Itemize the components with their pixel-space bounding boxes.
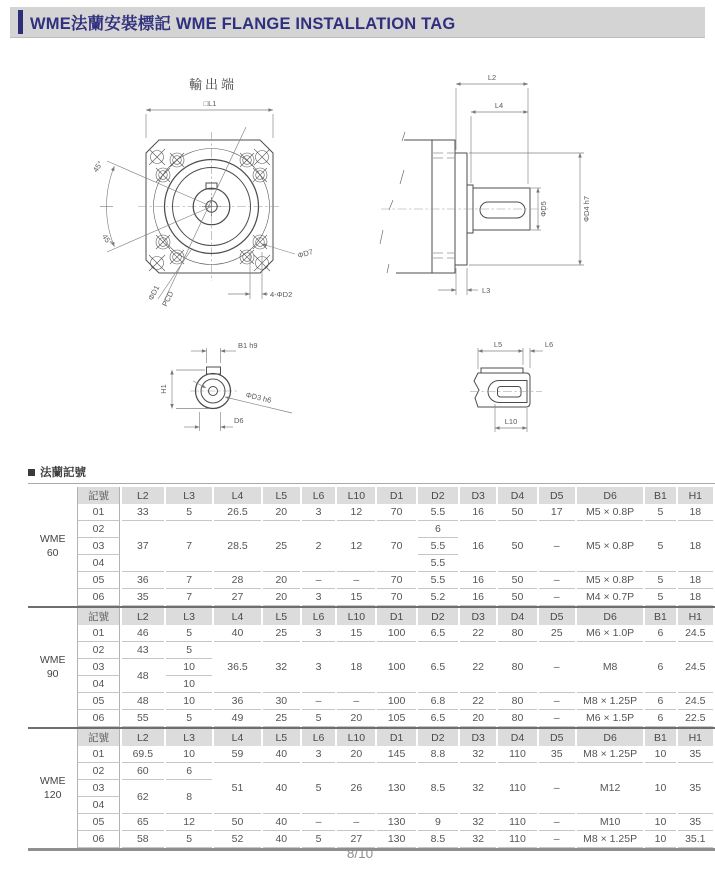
square-bullet-icon: [28, 469, 35, 476]
spec-cell: 25: [539, 625, 575, 642]
spec-cell: M6 × 1.5P: [577, 710, 644, 727]
spec-cell: 40: [214, 625, 260, 642]
column-header: L3: [166, 487, 212, 504]
group-label: WME 60: [30, 487, 75, 606]
spec-cell: 35: [678, 746, 713, 763]
spec-cell: 48: [122, 659, 164, 693]
spec-table-wme120: [28, 727, 715, 851]
header-accent-bar: [18, 10, 23, 34]
spec-cell: 3: [302, 504, 335, 521]
spec-cell: M8 × 1.25P: [577, 693, 644, 710]
spec-cell: 02: [77, 763, 119, 780]
spec-cell: 8.5: [418, 831, 458, 848]
spec-cell: 100: [377, 693, 415, 710]
page-number: 8/10: [346, 846, 374, 861]
spec-cell: 36: [214, 693, 260, 710]
spec-cell: 20: [263, 589, 300, 606]
spec-cell: M5 × 0.8P: [577, 521, 644, 572]
spec-cell: 50: [498, 572, 536, 589]
spec-cell: –: [337, 814, 375, 831]
spec-cell: 50: [498, 521, 536, 572]
spec-cell: 26: [337, 763, 375, 814]
column-header: D4: [498, 729, 536, 746]
spec-cell: 04: [77, 797, 119, 814]
dim-label-h1: H1: [159, 384, 168, 394]
spec-cell: 30: [263, 693, 300, 710]
spec-cell: 27: [337, 831, 375, 848]
spec-cell: 28: [214, 572, 260, 589]
spec-cell: 6: [645, 642, 675, 693]
spec-cell: 130: [377, 831, 415, 848]
column-header: L10: [337, 729, 375, 746]
table-row: [30, 746, 713, 763]
spec-cell: 27: [214, 589, 260, 606]
spec-cell: 40: [263, 814, 300, 831]
spec-cell: 70: [377, 572, 415, 589]
column-header: D5: [539, 487, 575, 504]
spec-cell: –: [539, 572, 575, 589]
spec-cell: 6: [418, 521, 458, 538]
column-header: L4: [214, 729, 260, 746]
flange-table-region: [28, 464, 715, 851]
table-row: [30, 589, 713, 606]
column-header: D4: [498, 608, 536, 625]
column-header: D3: [460, 608, 496, 625]
column-header: L6: [302, 608, 335, 625]
spec-cell: 25: [263, 521, 300, 572]
spec-cell: 6: [645, 710, 675, 727]
spec-cell: 5: [645, 572, 675, 589]
dim-label-d4: ΦD4 h7: [582, 196, 591, 222]
table-row: [30, 814, 713, 831]
spec-cell: 8.8: [418, 746, 458, 763]
spec-cell: 16: [460, 572, 496, 589]
spec-cell: 18: [678, 504, 713, 521]
column-header: H1: [678, 608, 713, 625]
spec-cell: 80: [498, 693, 536, 710]
spec-cell: 24.5: [678, 642, 713, 693]
spec-cell: 50: [498, 504, 536, 521]
spec-cell: 48: [122, 693, 164, 710]
spec-cell: M5 × 0.8P: [577, 504, 644, 521]
table-row: [30, 710, 713, 727]
spec-cell: 04: [77, 676, 119, 693]
spec-cell: 10: [645, 814, 675, 831]
spec-cell: –: [302, 572, 335, 589]
spec-cell: 52: [214, 831, 260, 848]
spec-cell: 06: [77, 589, 119, 606]
spec-cell: 18: [678, 589, 713, 606]
column-header: D2: [418, 487, 458, 504]
column-header: D6: [577, 608, 644, 625]
spec-cell: 5: [302, 831, 335, 848]
dim-label-pcd: PCD: [160, 289, 176, 308]
spec-cell: 59: [214, 746, 260, 763]
spec-cell: 55: [122, 710, 164, 727]
spec-cell: 5.5: [418, 572, 458, 589]
column-header: B1: [645, 608, 675, 625]
spec-cell: M6 × 1.0P: [577, 625, 644, 642]
spec-cell: 40: [263, 763, 300, 814]
spec-cell: 5: [166, 625, 212, 642]
spec-cell: 12: [337, 521, 375, 572]
spec-cell: 35: [122, 589, 164, 606]
table-row: [30, 521, 713, 538]
spec-cell: 2: [302, 521, 335, 572]
spec-cell: 40: [263, 831, 300, 848]
column-header: L2: [122, 487, 164, 504]
spec-cell: –: [539, 589, 575, 606]
column-header: 記號: [77, 608, 119, 625]
spec-cell: M4 × 0.7P: [577, 589, 644, 606]
column-header: D2: [418, 608, 458, 625]
spec-cell: 6.5: [418, 625, 458, 642]
spec-cell: 06: [77, 710, 119, 727]
dim-label-l5: L5: [493, 340, 503, 349]
spec-cell: 01: [77, 746, 119, 763]
spec-cell: 49: [214, 710, 260, 727]
table-row: [30, 625, 713, 642]
spec-cell: 35.1: [678, 831, 713, 848]
spec-cell: 130: [377, 763, 415, 814]
spec-cell: 43: [122, 642, 164, 659]
spec-cell: 20: [337, 710, 375, 727]
dim-label-d6: D6: [234, 416, 244, 425]
column-header: 記號: [77, 487, 119, 504]
spec-cell: 32: [460, 746, 496, 763]
spec-cell: –: [539, 763, 575, 814]
column-header: L6: [302, 729, 335, 746]
technical-drawing: [0, 42, 715, 462]
spec-cell: 62: [122, 780, 164, 814]
column-header: D6: [577, 487, 644, 504]
spec-cell: 24.5: [678, 625, 713, 642]
spec-cell: 7: [166, 521, 212, 572]
spec-cell: 10: [166, 746, 212, 763]
spec-cell: 70: [377, 504, 415, 521]
spec-cell: 110: [498, 831, 536, 848]
column-header: L10: [337, 608, 375, 625]
column-header: B1: [645, 487, 675, 504]
column-header: L5: [263, 487, 300, 504]
spec-cell: 33: [122, 504, 164, 521]
output-end-title: 輸出端: [188, 77, 238, 92]
spec-cell: 100: [377, 642, 415, 693]
spec-cell: 5: [166, 504, 212, 521]
spec-cell: 03: [77, 780, 119, 797]
spec-cell: 20: [337, 746, 375, 763]
spec-cell: 7: [166, 589, 212, 606]
spec-cell: –: [337, 693, 375, 710]
spec-cell: 10: [166, 659, 212, 676]
spec-cell: 5.2: [418, 589, 458, 606]
table-row: [30, 642, 713, 659]
column-header: L10: [337, 487, 375, 504]
spec-cell: 130: [377, 814, 415, 831]
column-header: D2: [418, 729, 458, 746]
column-header: H1: [678, 487, 713, 504]
spec-cell: 80: [498, 642, 536, 693]
spec-cell: M5 × 0.8P: [577, 572, 644, 589]
spec-cell: 58: [122, 831, 164, 848]
side-view: [380, 73, 591, 295]
spec-cell: 6: [645, 693, 675, 710]
column-header: D5: [539, 729, 575, 746]
spec-table-wme90: [28, 606, 715, 727]
table-row: [30, 763, 713, 780]
spec-cell: 60: [122, 763, 164, 780]
column-header: L5: [263, 608, 300, 625]
spec-cell: 3: [302, 642, 335, 693]
spec-cell: –: [539, 814, 575, 831]
spec-cell: 20: [263, 504, 300, 521]
spec-cell: –: [539, 642, 575, 693]
spec-cell: 69.5: [122, 746, 164, 763]
spec-cell: 36.5: [214, 642, 260, 693]
spec-cell: –: [337, 572, 375, 589]
spec-cell: 16: [460, 504, 496, 521]
spec-cell: M8 × 1.25P: [577, 831, 644, 848]
column-header: L4: [214, 487, 260, 504]
group-label: WME 90: [30, 608, 75, 727]
spec-cell: 03: [77, 538, 119, 555]
spec-cell: –: [539, 831, 575, 848]
spec-cell: 3: [302, 589, 335, 606]
spec-cell: 5.5: [418, 504, 458, 521]
spec-cell: 6.5: [418, 710, 458, 727]
spec-cell: 10: [645, 763, 675, 814]
column-header: D1: [377, 608, 415, 625]
spec-cell: M10: [577, 814, 644, 831]
column-header: D3: [460, 487, 496, 504]
spec-cell: 32: [263, 642, 300, 693]
spec-cell: 05: [77, 572, 119, 589]
spec-cell: 145: [377, 746, 415, 763]
dim-label-d7: ΦD7: [296, 247, 315, 261]
spec-cell: 8.5: [418, 763, 458, 814]
spec-cell: 80: [498, 625, 536, 642]
table-section-label-text: 法蘭記號: [40, 467, 86, 479]
column-header: D6: [577, 729, 644, 746]
spec-cell: 16: [460, 521, 496, 572]
dim-label-45-top: 45°: [91, 159, 105, 174]
spec-cell: 32: [460, 831, 496, 848]
spec-cell: 10: [645, 831, 675, 848]
spec-cell: 3: [302, 625, 335, 642]
key-section-view: [470, 340, 553, 432]
spec-cell: 70: [377, 521, 415, 572]
spec-cell: 02: [77, 521, 119, 538]
column-header: H1: [678, 729, 713, 746]
spec-cell: –: [302, 814, 335, 831]
spec-cell: 35: [678, 814, 713, 831]
spec-cell: 6: [645, 625, 675, 642]
spec-cell: 7: [166, 572, 212, 589]
spec-cell: 05: [77, 693, 119, 710]
spec-cell: 5: [166, 642, 212, 659]
spec-cell: 05: [77, 814, 119, 831]
spec-cell: 46: [122, 625, 164, 642]
spec-cell: 110: [498, 763, 536, 814]
spec-cell: M8 × 1.25P: [577, 746, 644, 763]
shaft-section-view: [159, 341, 292, 431]
spec-cell: 37: [122, 521, 164, 572]
spec-cell: 5.5: [418, 555, 458, 572]
spec-cell: 3: [302, 746, 335, 763]
spec-cell: –: [539, 693, 575, 710]
column-header: D3: [460, 729, 496, 746]
dim-label-l10: L10: [504, 417, 518, 426]
column-header: L2: [122, 729, 164, 746]
table-row: [30, 504, 713, 521]
spec-cell: 24.5: [678, 693, 713, 710]
spec-cell: 5: [166, 710, 212, 727]
spec-cell: 04: [77, 555, 119, 572]
spec-cell: 15: [337, 589, 375, 606]
spec-cell: 03: [77, 659, 119, 676]
spec-cell: 5: [302, 710, 335, 727]
column-header: D1: [377, 487, 415, 504]
page-header: [10, 7, 705, 38]
column-header: B1: [645, 729, 675, 746]
spec-cell: 17: [539, 504, 575, 521]
dim-label-l4: L4: [494, 101, 504, 110]
spec-cell: 35: [539, 746, 575, 763]
spec-cell: 01: [77, 625, 119, 642]
spec-cell: 100: [377, 625, 415, 642]
spec-cell: 6.5: [418, 642, 458, 693]
spec-cell: 28.5: [214, 521, 260, 572]
spec-cell: 32: [460, 763, 496, 814]
table-section-label: [28, 464, 715, 484]
column-header: L3: [166, 608, 212, 625]
spec-cell: 110: [498, 746, 536, 763]
spec-cell: 02: [77, 642, 119, 659]
spec-cell: 6.8: [418, 693, 458, 710]
spec-cell: 25: [263, 625, 300, 642]
spec-cell: 36: [122, 572, 164, 589]
spec-cell: –: [302, 693, 335, 710]
spec-cell: 105: [377, 710, 415, 727]
spec-cell: 18: [678, 521, 713, 572]
spec-cell: 10: [166, 676, 212, 693]
spec-cell: 5.5: [418, 538, 458, 555]
spec-cell: –: [539, 710, 575, 727]
table-row: [30, 693, 713, 710]
spec-cell: 26.5: [214, 504, 260, 521]
spec-cell: 5: [166, 831, 212, 848]
spec-cell: 15: [337, 625, 375, 642]
dim-label-d2: 4-ΦD2: [270, 290, 293, 299]
table-row: [30, 572, 713, 589]
group-label: WME 120: [30, 729, 75, 848]
spec-cell: 25: [263, 710, 300, 727]
spec-cell: M12: [577, 763, 644, 814]
spec-cell: 22: [460, 642, 496, 693]
spec-cell: 16: [460, 589, 496, 606]
dim-label-d5: ΦD5: [539, 201, 548, 217]
page-title: WME法蘭安裝標記 WME FLANGE INSTALLATION TAG: [30, 15, 456, 33]
spec-cell: 5: [302, 763, 335, 814]
dim-label-45-bottom: 45°: [100, 232, 114, 247]
spec-cell: 6: [166, 763, 212, 780]
column-header: L6: [302, 487, 335, 504]
spec-cell: 22.5: [678, 710, 713, 727]
spec-cell: 50: [498, 589, 536, 606]
spec-cell: 06: [77, 831, 119, 848]
spec-cell: 12: [337, 504, 375, 521]
spec-cell: 22: [460, 693, 496, 710]
spec-cell: 8: [166, 780, 212, 814]
spec-cell: –: [539, 521, 575, 572]
spec-cell: 40: [263, 746, 300, 763]
dim-label-l1: □L1: [203, 99, 217, 108]
dim-label-b1: B1 h9: [238, 341, 258, 350]
spec-cell: 01: [77, 504, 119, 521]
spec-cell: 80: [498, 710, 536, 727]
spec-cell: 18: [678, 572, 713, 589]
spec-cell: 110: [498, 814, 536, 831]
spec-cell: 22: [460, 625, 496, 642]
spec-cell: 70: [377, 589, 415, 606]
spec-table-wme60: [28, 487, 715, 606]
spec-cell: 35: [678, 763, 713, 814]
spec-cell: 20: [263, 572, 300, 589]
dim-label-d3: ΦD3 h6: [244, 390, 273, 405]
spec-cell: 5: [645, 589, 675, 606]
spec-cell: 51: [214, 763, 260, 814]
spec-cell: 5: [645, 504, 675, 521]
spec-cell: 20: [460, 710, 496, 727]
column-header: D5: [539, 608, 575, 625]
column-header: L4: [214, 608, 260, 625]
column-header: L5: [263, 729, 300, 746]
dim-label-l2: L2: [487, 73, 497, 82]
dim-label-l6: L6: [544, 340, 554, 349]
column-header: 記號: [77, 729, 119, 746]
column-header: D1: [377, 729, 415, 746]
front-view: [91, 77, 314, 308]
spec-cell: M8: [577, 642, 644, 693]
column-header: L2: [122, 608, 164, 625]
column-header: L3: [166, 729, 212, 746]
spec-cell: 10: [166, 693, 212, 710]
spec-cell: 32: [460, 814, 496, 831]
dim-label-d1: ΦD1: [146, 283, 162, 302]
spec-cell: 9: [418, 814, 458, 831]
spec-cell: 65: [122, 814, 164, 831]
dim-label-l3: L3: [482, 286, 491, 295]
spec-cell: 12: [166, 814, 212, 831]
spec-cell: 10: [645, 746, 675, 763]
spec-cell: 18: [337, 642, 375, 693]
column-header: D4: [498, 487, 536, 504]
spec-cell: 50: [214, 814, 260, 831]
spec-cell: 5: [645, 521, 675, 572]
